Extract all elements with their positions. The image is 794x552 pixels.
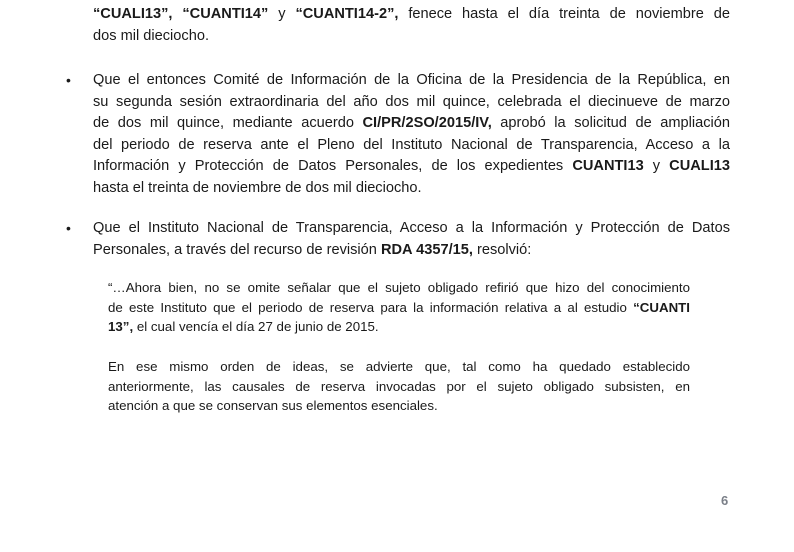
text-line: atención a que se conservan sus elementos esenciales.	[108, 398, 438, 413]
text-line: su segunda sesión extraordinaria del año dos mil quince, celebrada el diecinueve de marzo	[93, 93, 730, 110]
bold-term: “CUALI13”, “CUANTI14”	[93, 6, 269, 22]
bullet-paragraph-1	[93, 70, 730, 199]
bullet-icon	[66, 218, 74, 226]
text-line	[93, 156, 730, 178]
text-line: Que el Instituto Nacional de Transparencia, Acceso a la Información y Protección de Datos	[93, 220, 730, 236]
text-line	[108, 298, 690, 318]
text: el cual vencía el día 27 de junio de 2015.	[133, 319, 379, 334]
text-line	[93, 4, 730, 26]
quote-paragraph-2	[108, 357, 690, 416]
text: resolvió:	[472, 241, 532, 258]
text: de dos mil quince, mediante acuerdo	[93, 115, 363, 131]
bold-term: CUANTI13	[572, 158, 644, 174]
bold-term: RDA 4357/15,	[380, 241, 473, 258]
bold-term: 13”,	[108, 319, 134, 334]
text: de este Instituto que el periodo de reserva para la información relativa a al estudio	[108, 299, 634, 315]
text-line: del periodo de reserva ante el Pleno del Instituto Nacional de Transparencia, Acceso a la	[93, 136, 730, 153]
bullet-paragraph-2	[93, 218, 730, 261]
text: Personales, a través del recurso de revisión	[93, 241, 381, 258]
text-line: anteriormente, las causales de reserva invocadas por el sujeto obligado subsisten, en	[108, 378, 690, 394]
text-line	[93, 240, 730, 262]
text: y	[643, 158, 670, 174]
text-line: En ese mismo orden de ideas, se advierte que, tal como ha quedado establecido	[108, 359, 690, 374]
page-number: 6	[721, 493, 729, 508]
text-line	[108, 317, 690, 337]
text-line: dos mil dieciocho.	[93, 27, 209, 44]
text-line: hasta el treinta de noviembre de dos mil dieciocho.	[93, 179, 422, 196]
text-line: “…Ahora bien, no se omite señalar que el sujeto obligado refirió que hizo del conocimiento	[108, 280, 690, 295]
text: Información y Protección de Datos Personales, de los expedientes	[93, 158, 573, 174]
text: fenece hasta el día treinta de noviembre de	[398, 6, 730, 22]
text: y	[268, 6, 296, 22]
bold-term: CUALI13	[669, 158, 730, 174]
quote-paragraph-1	[108, 278, 690, 337]
bold-term: “CUANTI14-2”,	[295, 6, 399, 22]
intro-paragraph	[93, 4, 730, 47]
bullet-icon	[66, 70, 74, 78]
bold-term: “CUANTI	[633, 299, 690, 315]
bold-term: CI/PR/2SO/2015/IV,	[362, 115, 492, 131]
text-line	[93, 113, 730, 135]
text: aprobó la solicitud de ampliación	[491, 115, 730, 131]
text-line: Que el entonces Comité de Información de la Oficina de la Presidencia de la República, en	[93, 72, 730, 88]
